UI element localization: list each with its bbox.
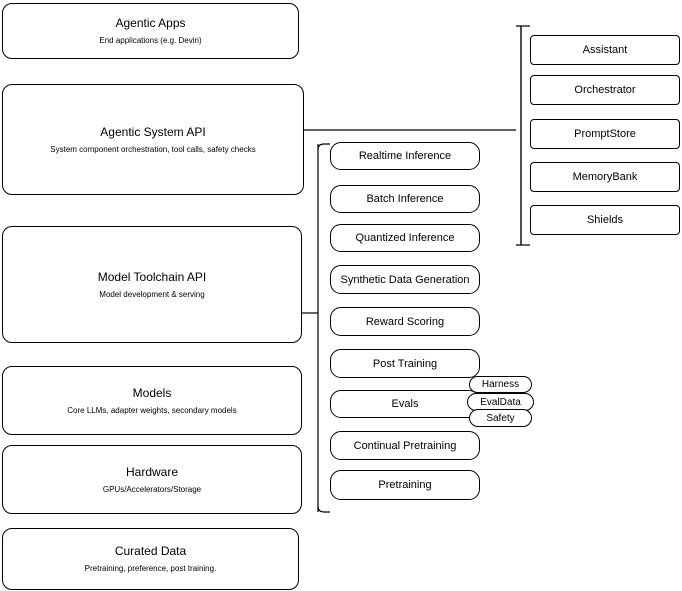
layer-subtitle: End applications (e.g. Devin) <box>99 36 202 45</box>
system-item-orchestrator[interactable] <box>530 75 680 105</box>
toolchain-item-label: Evals <box>391 398 419 410</box>
system-item-label: Orchestrator <box>574 84 636 96</box>
system-item-assistant[interactable] <box>530 35 680 65</box>
eval-pill-safety[interactable] <box>469 409 532 427</box>
toolchain-item-batch-inference[interactable] <box>330 185 480 213</box>
toolchain-item-label: Reward Scoring <box>365 315 445 328</box>
system-item-label: PromptStore <box>574 128 636 140</box>
layer-title: Curated Data <box>114 544 187 558</box>
layer-title: Agentic System API <box>100 124 206 139</box>
system-item-shields[interactable] <box>530 205 680 235</box>
layer-subtitle: Model development & serving <box>99 289 205 299</box>
toolchain-item-label: Post Training <box>372 357 438 370</box>
layer-hardware[interactable] <box>2 445 302 514</box>
toolchain-item-label: Synthetic Data Generation <box>340 273 470 286</box>
toolchain-item-quantized-inference[interactable] <box>330 224 480 252</box>
layer-subtitle: GPUs/Accelerators/Storage <box>102 484 202 494</box>
system-item-label: Shields <box>586 214 624 226</box>
toolchain-item-continual-pretraining[interactable] <box>330 431 480 460</box>
toolchain-item-label: Quantized Inference <box>355 232 455 244</box>
layer-subtitle: Core LLMs, adapter weights, secondary models <box>67 405 237 415</box>
toolchain-item-pretraining[interactable] <box>330 470 480 500</box>
toolchain-item-post-training[interactable] <box>330 349 480 378</box>
eval-pill-label: Safety <box>486 412 515 424</box>
layer-subtitle: System component orchestration, tool calls, safety checks <box>50 144 256 154</box>
toolchain-item-realtime-inference[interactable] <box>330 142 480 170</box>
eval-pill-label: Harness <box>481 379 520 390</box>
layer-curated-data[interactable] <box>2 528 299 590</box>
layer-title: Hardware <box>125 464 179 479</box>
system-item-label: MemoryBank <box>572 171 638 183</box>
toolchain-item-label: Realtime Inference <box>358 150 452 162</box>
system-item-label: Assistant <box>582 44 628 56</box>
layer-agentic-apps[interactable] <box>2 3 299 59</box>
toolchain-item-label: Batch Inference <box>366 193 444 205</box>
layer-title: Models <box>132 385 172 400</box>
layer-subtitle: Pretraining, preference, post training. <box>84 564 217 573</box>
system-item-promptstore[interactable] <box>530 119 680 149</box>
layer-title: Agentic Apps <box>115 16 186 30</box>
toolchain-item-label: Pretraining <box>378 479 432 491</box>
layer-model-toolchain-api[interactable] <box>2 226 302 343</box>
layer-title: Model Toolchain API <box>97 269 207 284</box>
toolchain-item-synthetic-data-generation[interactable] <box>330 265 480 294</box>
eval-pill-label: EvalData <box>480 396 521 408</box>
system-item-memorybank[interactable] <box>530 162 680 192</box>
toolchain-item-evals[interactable] <box>330 390 480 418</box>
layer-agentic-system-api[interactable] <box>2 84 304 195</box>
eval-pill-harness[interactable] <box>469 376 532 393</box>
layer-models[interactable] <box>2 366 302 435</box>
toolchain-item-reward-scoring[interactable] <box>330 307 480 336</box>
toolchain-item-label: Continual Pretraining <box>353 439 457 452</box>
